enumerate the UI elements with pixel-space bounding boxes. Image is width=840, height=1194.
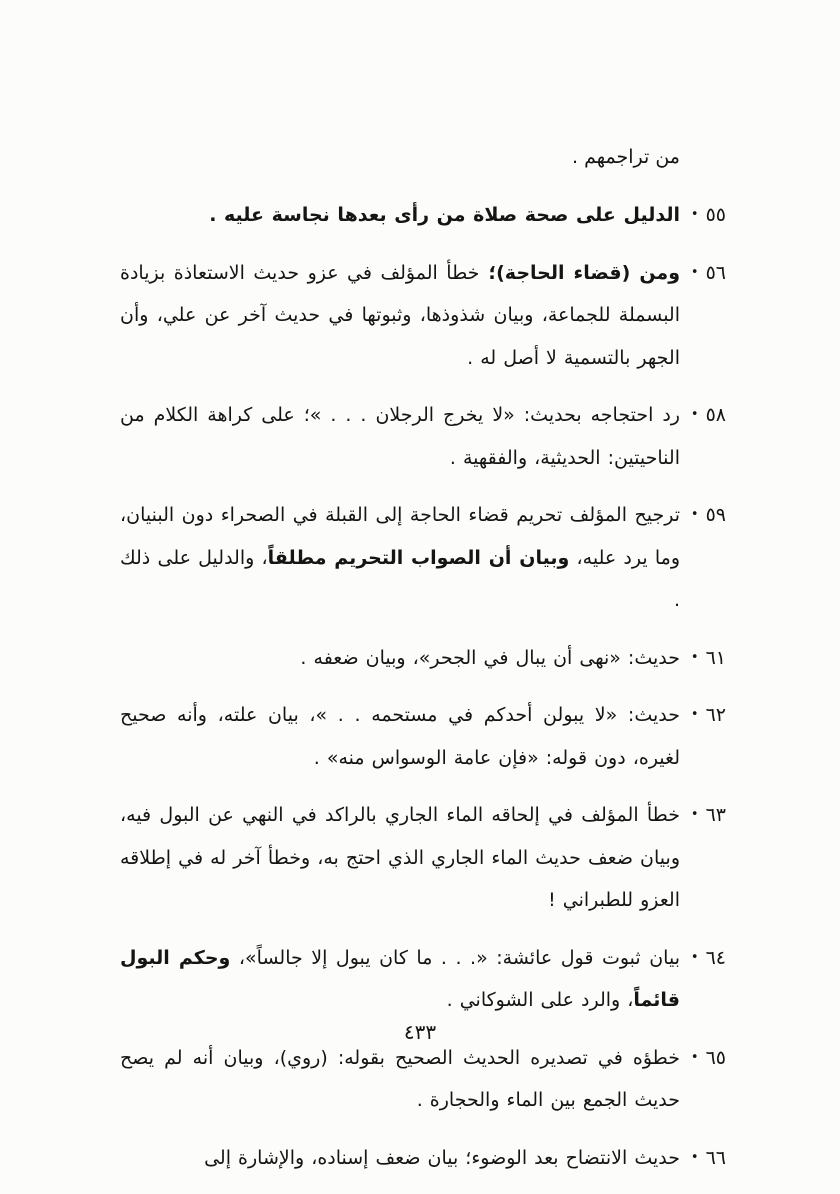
page-number-value: ٦١ [705, 646, 726, 669]
toc-entry [120, 937, 726, 1022]
entry-page-number [680, 1137, 726, 1180]
entry-page-number [680, 194, 726, 237]
page-number-value: ٥٩ [705, 504, 726, 526]
page-number-value: ٥٨ [705, 404, 726, 426]
entry-text: رد احتجاجه بحديث: «لا يخرج الرجلان . . . »؛ على كراهة الكلام من الناحيتين: الحديثية، والفقهية . [120, 404, 680, 469]
page-number-value: ٦٢ [705, 704, 726, 726]
page-number-value: ٥٥ [705, 204, 726, 226]
toc-entry [120, 194, 726, 237]
page-number: ٤٣٣ [403, 1020, 437, 1044]
entry-page-number [680, 1037, 726, 1122]
separator-dot: • [690, 1149, 700, 1165]
page-number-value: ٦٤ [705, 946, 726, 969]
separator-dot: • [690, 949, 700, 965]
entry-text: ومن (قضاء الحاجة)؛ خطأ المؤلف في عزو حديث الاستعاذة بزيادة البسملة للجماعة، وبيان شذوذها، وثبوتها في حديث آخر عن علي، وأن الجهر بالتسمية لا أصل له . [120, 261, 680, 369]
toc-entry [120, 252, 726, 380]
entry-text: بيان ثبوت قول عائشة: «. . . ما كان يبول إلا جالساً»، وحكم البول قائماً، والرد على الشوكاني . [120, 946, 680, 1011]
entry-text: خطأ المؤلف في إلحاقه الماء الجاري بالراكد في النهي عن البول فيه، وبيان ضعف حديث الماء الجاري الذي احتج به، وخطأ آخر له في إطلاقه العزو للطبراني ! [120, 804, 680, 911]
entry-text: ترجيح المؤلف تحريم قضاء الحاجة إلى القبلة في الصحراء دون البنيان، وما يرد عليه، وبيان أن الصواب التحريم مطلقاً، والدليل على ذلك . [120, 504, 681, 611]
entry-text: حديث: «نهى أن يبال في الجحر»، وبيان ضعفه . [300, 646, 680, 669]
separator-dot: • [690, 407, 700, 422]
separator-dot: • [690, 1049, 700, 1065]
page-number-value: ٦٦ [705, 1146, 726, 1169]
separator-dot: • [690, 207, 700, 222]
separator-dot: • [690, 649, 700, 665]
entry-page-number [680, 937, 726, 1022]
entry-page-number [680, 694, 726, 779]
separator-dot: • [690, 507, 700, 522]
page-number-value: ٦٥ [705, 1046, 726, 1069]
entry-page-number [680, 794, 726, 922]
continuation-line: من تراجمهم . [572, 146, 680, 168]
separator-dot: • [690, 707, 700, 722]
separator-dot: • [690, 264, 700, 280]
page-number-value: ٦٣ [705, 804, 726, 826]
toc-entry [120, 694, 726, 779]
toc-entry [120, 794, 726, 922]
entry-text: حديث الانتضاح بعد الوضوء؛ بيان ضعف إسناده، والإشارة إلى [204, 1146, 680, 1169]
toc-entry [120, 637, 726, 680]
toc-entry [120, 494, 726, 622]
toc-entry [120, 1037, 726, 1122]
entry-page-number [680, 252, 726, 380]
entry-text: الدليل على صحة صلاة من رأى بعدها نجاسة عليه . [209, 204, 680, 226]
separator-dot: • [690, 807, 700, 822]
page-number-value: ٥٦ [705, 261, 726, 284]
entry-page-number [680, 494, 726, 622]
entry-page-number [680, 394, 726, 479]
entry-text: حديث: «لا يبولن أحدكم في مستحمه . . »، بيان علته، وأنه صحيح لغيره، دون قوله: «فإن عامة الوسواس منه» . [120, 704, 680, 769]
entry-page-number [680, 637, 726, 680]
toc-entry [120, 1137, 726, 1180]
entry-text: خطؤه في تصديره الحديث الصحيح بقوله: (روي)، وبيان أنه لم يصح حديث الجمع بين الماء والحجارة . [120, 1046, 680, 1111]
toc-entry [120, 394, 726, 479]
